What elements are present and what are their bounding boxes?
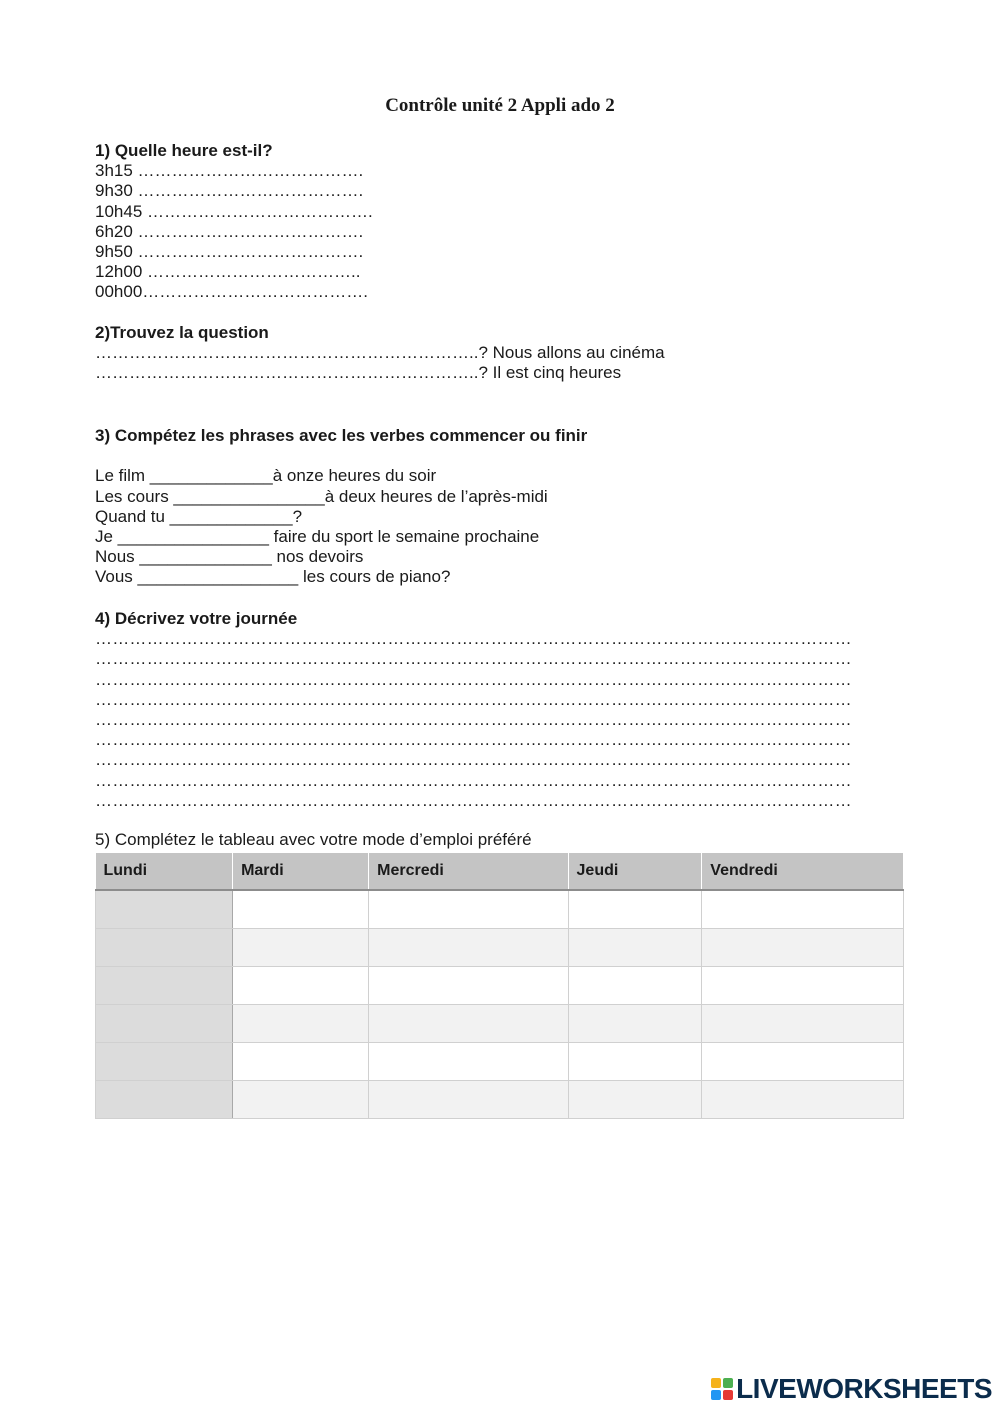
liveworksheets-logo-icon: [711, 1378, 733, 1400]
answer-line[interactable]: ……………………………………………………………………………………………………………………: [95, 649, 852, 669]
table-cell-lundi[interactable]: [96, 967, 233, 1005]
table-cell-mercredi[interactable]: [369, 1005, 568, 1043]
table-row: [96, 1081, 904, 1119]
time-line[interactable]: 00h00………………………………….: [95, 282, 368, 302]
column-header-mardi: Mardi: [233, 853, 369, 890]
table-cell-lundi[interactable]: [96, 929, 233, 967]
brand-watermark: [711, 1373, 992, 1405]
verb-line[interactable]: Je ________________ faire du sport le semaine prochaine: [95, 526, 540, 546]
table-cell-vendredi[interactable]: [702, 1081, 904, 1119]
table-cell-vendredi[interactable]: [702, 1043, 904, 1081]
answer-line[interactable]: ……………………………………………………………………………………………………………………: [95, 709, 852, 729]
table-cell-vendredi[interactable]: [702, 1005, 904, 1043]
table-cell-mercredi[interactable]: [369, 890, 568, 929]
table-header-row: [96, 853, 904, 890]
table-cell-mercredi[interactable]: [369, 929, 568, 967]
table-cell-mercredi[interactable]: [369, 1081, 568, 1119]
section-heading: 5) Complétez le tableau avec votre mode d’emploi préféré: [95, 830, 532, 849]
verb-line[interactable]: Les cours ________________à deux heures de l’après-midi: [95, 486, 548, 506]
table-cell-vendredi[interactable]: [702, 890, 904, 929]
answer-line[interactable]: ……………………………………………………………………………………………………………………: [95, 770, 852, 790]
verb-line[interactable]: Nous ______________ nos devoirs: [95, 547, 364, 567]
table-cell-mardi[interactable]: [233, 929, 369, 967]
section-table-heading: [95, 830, 532, 850]
section-heading: 3) Compétez les phrases avec les verbes commencer ou finir: [95, 426, 588, 445]
section-time: [95, 141, 373, 303]
verb-line[interactable]: Le film _____________à onze heures du soir: [95, 466, 437, 486]
answer-line[interactable]: ……………………………………………………………………………………………………………………: [95, 750, 852, 770]
schedule-table: [95, 853, 904, 1119]
table-cell-mardi[interactable]: [233, 1005, 369, 1043]
table-cell-lundi[interactable]: [96, 1005, 233, 1043]
table-cell-jeudi[interactable]: [568, 967, 702, 1005]
answer-line[interactable]: ……………………………………………………………………………………………………………………: [95, 730, 852, 750]
page-title: Contrôle unité 2 Appli ado 2: [385, 95, 615, 116]
verb-line[interactable]: Vous _________________ les cours de piano?: [95, 567, 451, 587]
table-cell-vendredi[interactable]: [702, 929, 904, 967]
table-cell-lundi[interactable]: [96, 1081, 233, 1119]
table-row: [96, 967, 904, 1005]
question-line[interactable]: …………………………………………………………..? Il est cinq heures: [95, 363, 622, 383]
table-cell-lundi[interactable]: [96, 890, 233, 929]
section-verbs: [95, 426, 587, 588]
table-cell-mardi[interactable]: [233, 1081, 369, 1119]
table-cell-mercredi[interactable]: [369, 1043, 568, 1081]
table-cell-mardi[interactable]: [233, 890, 369, 929]
section-heading: 1) Quelle heure est-il?: [95, 141, 273, 160]
column-header-jeudi: Jeudi: [568, 853, 702, 890]
time-line[interactable]: 9h50 ………………………………….: [95, 241, 364, 261]
table-cell-mardi[interactable]: [233, 1043, 369, 1081]
table-cell-jeudi[interactable]: [568, 890, 702, 929]
table-cell-jeudi[interactable]: [568, 1005, 702, 1043]
table-cell-jeudi[interactable]: [568, 1043, 702, 1081]
time-line[interactable]: 6h20 ………………………………….: [95, 221, 364, 241]
spacer: [95, 446, 587, 466]
table-cell-jeudi[interactable]: [568, 1081, 702, 1119]
column-header-vendredi: Vendredi: [702, 853, 904, 890]
table-cell-lundi[interactable]: [96, 1043, 233, 1081]
table-cell-vendredi[interactable]: [702, 967, 904, 1005]
answer-line[interactable]: ……………………………………………………………………………………………………………………: [95, 629, 852, 649]
table-row: [96, 929, 904, 967]
time-line[interactable]: 10h45 ………………………………….: [95, 201, 373, 221]
answer-line[interactable]: ……………………………………………………………………………………………………………………: [95, 790, 852, 810]
table-cell-mardi[interactable]: [233, 967, 369, 1005]
table-row: [96, 890, 904, 929]
time-line[interactable]: 12h00 ………………………………..: [95, 262, 361, 282]
time-line[interactable]: 9h30 ………………………………….: [95, 181, 364, 201]
table-cell-jeudi[interactable]: [568, 929, 702, 967]
time-line[interactable]: 3h15 ………………………………….: [95, 161, 364, 181]
section-day: [95, 609, 895, 811]
section-question: [95, 323, 665, 384]
question-line[interactable]: …………………………………………………………..? Nous allons au cinéma: [95, 343, 665, 363]
column-header-mercredi: Mercredi: [369, 853, 568, 890]
verb-line[interactable]: Quand tu _____________?: [95, 506, 303, 526]
section-heading: 2)Trouvez la question: [95, 323, 269, 342]
answer-line[interactable]: ……………………………………………………………………………………………………………………: [95, 669, 852, 689]
answer-line[interactable]: ……………………………………………………………………………………………………………………: [95, 689, 852, 709]
section-heading: 4) Décrivez votre journée: [95, 609, 298, 628]
table-cell-mercredi[interactable]: [369, 967, 568, 1005]
brand-name: LIVEWORKSHEETS: [736, 1373, 992, 1404]
table-row: [96, 1005, 904, 1043]
table-row: [96, 1043, 904, 1081]
column-header-lundi: Lundi: [96, 853, 233, 890]
